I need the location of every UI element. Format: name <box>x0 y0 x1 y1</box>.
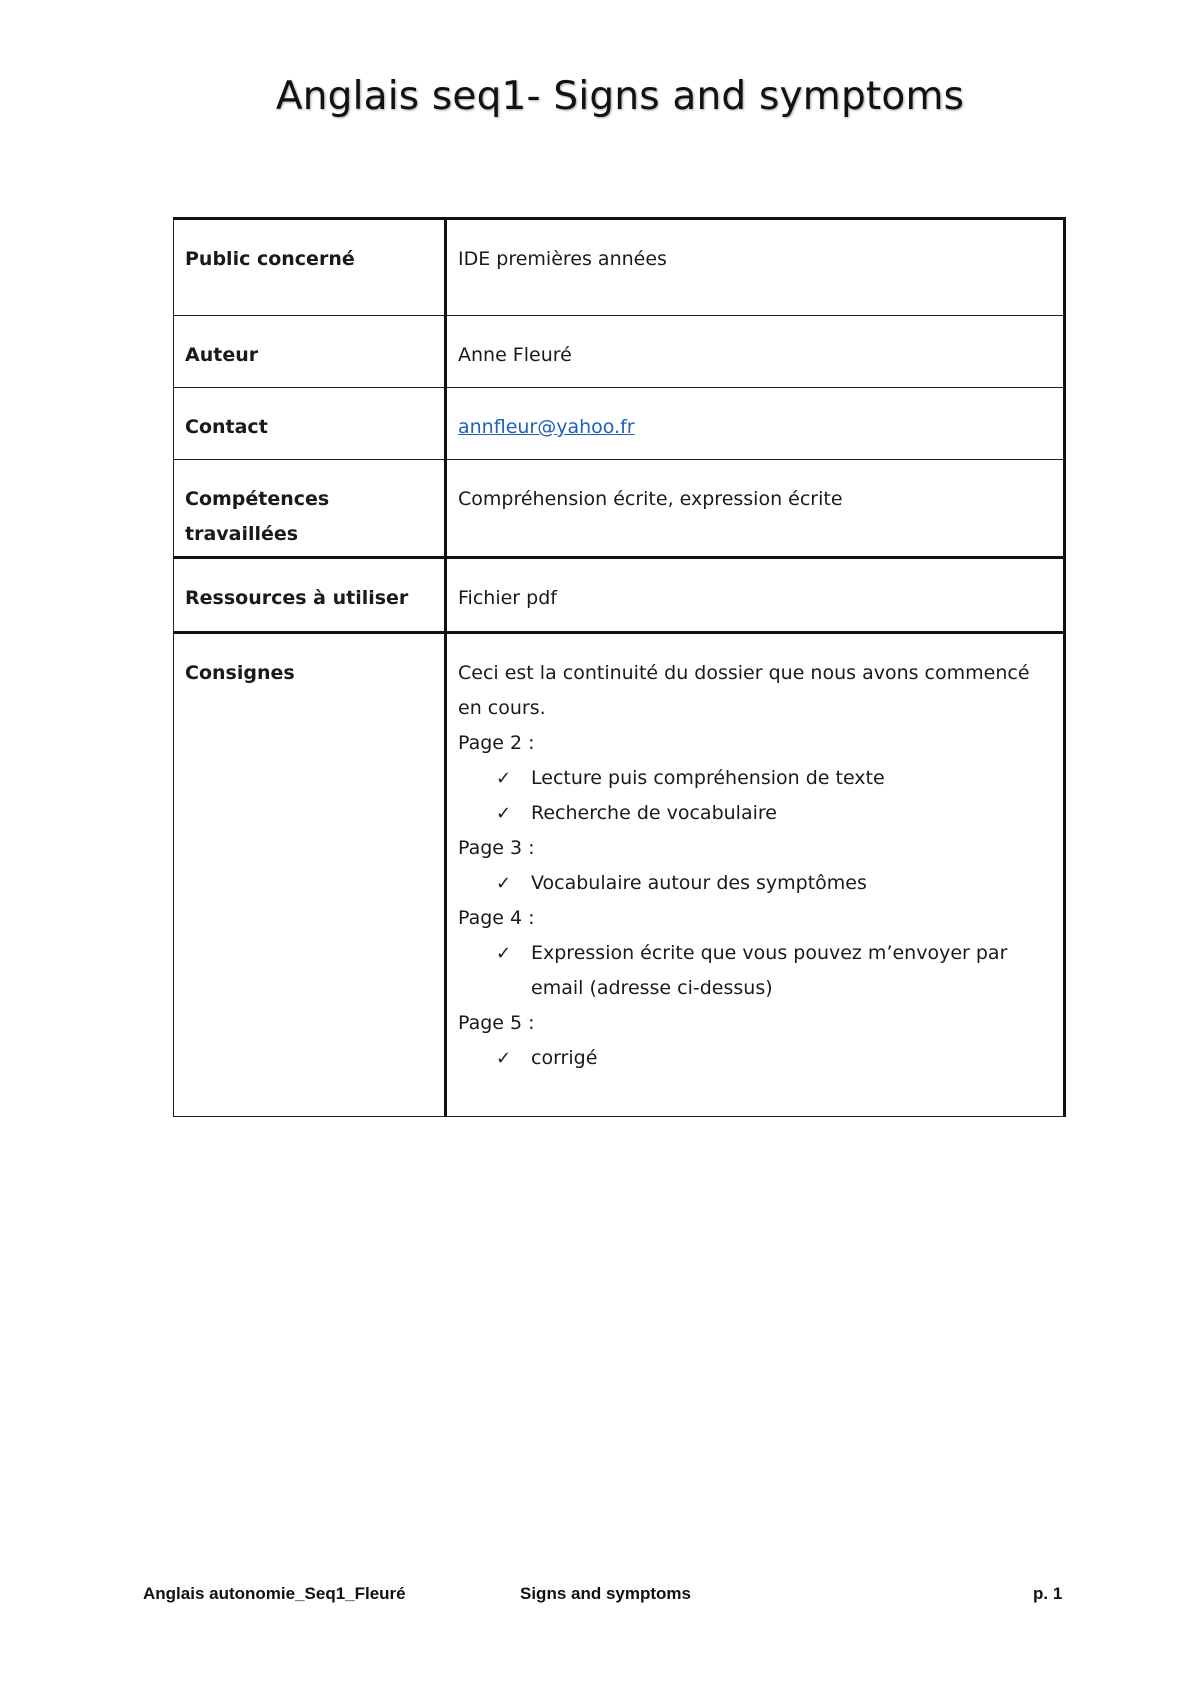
footer-page-number: p. 1 <box>1033 1584 1063 1603</box>
checklist-item <box>496 796 1052 831</box>
table-row <box>174 558 1065 633</box>
row-label-consignes: Consignes <box>174 633 446 1117</box>
checkmark-icon: ✓ <box>496 768 512 789</box>
contact-email-link[interactable]: annfleur@yahoo.fr <box>458 416 635 438</box>
page-heading: Page 4 : <box>458 907 535 929</box>
checklist <box>458 866 1052 901</box>
table-row <box>174 219 1065 316</box>
page-heading: Page 3 : <box>458 837 535 859</box>
checklist-item <box>496 936 1052 1006</box>
checklist-item <box>496 866 1052 901</box>
checklist-item-text: Expression écrite que vous pouvez m’envoyer par email (adresse ci-dessus) <box>531 942 1008 999</box>
info-table <box>173 217 1066 1117</box>
table-row <box>174 633 1065 1117</box>
row-label-ressources: Ressources à utiliser <box>174 558 446 633</box>
checklist-item-text: Lecture puis compréhension de texte <box>531 767 885 789</box>
checkmark-icon: ✓ <box>496 943 512 964</box>
page-heading: Page 5 : <box>458 1012 535 1034</box>
row-label-competences: Compétences travaillées <box>174 460 446 558</box>
checklist-item-text: corrigé <box>531 1047 598 1069</box>
consignes-intro: Ceci est la continuité du dossier que nous avons commencé en cours. <box>458 662 1030 719</box>
table-row <box>174 388 1065 460</box>
row-value-contact <box>446 388 1065 460</box>
footer-center: Signs and symptoms <box>520 1584 691 1603</box>
table-row <box>174 460 1065 558</box>
row-value-consignes <box>446 633 1065 1117</box>
row-label-public: Public concerné <box>174 219 446 316</box>
checklist-item <box>496 1041 1052 1076</box>
checkmark-icon: ✓ <box>496 873 512 894</box>
checklist-item-text: Recherche de vocabulaire <box>531 802 777 824</box>
row-value-competences: Compréhension écrite, expression écrite <box>446 460 1065 558</box>
checklist-item <box>496 761 1052 796</box>
page-heading: Page 2 : <box>458 732 535 754</box>
checklist <box>458 761 1052 831</box>
row-label-auteur: Auteur <box>174 316 446 388</box>
row-value-ressources: Fichier pdf <box>446 558 1065 633</box>
document-title: Anglais seq1- Signs and symptoms <box>275 74 965 119</box>
footer-left: Anglais autonomie_Seq1_Fleuré <box>143 1584 406 1603</box>
row-value-public: IDE premières années <box>446 219 1065 316</box>
checklist <box>458 936 1052 1006</box>
checklist <box>458 1041 1052 1076</box>
table-row <box>174 316 1065 388</box>
row-label-contact: Contact <box>174 388 446 460</box>
checkmark-icon: ✓ <box>496 803 512 824</box>
checkmark-icon: ✓ <box>496 1048 512 1069</box>
row-value-auteur: Anne Fleuré <box>446 316 1065 388</box>
checklist-item-text: Vocabulaire autour des symptômes <box>531 872 867 894</box>
